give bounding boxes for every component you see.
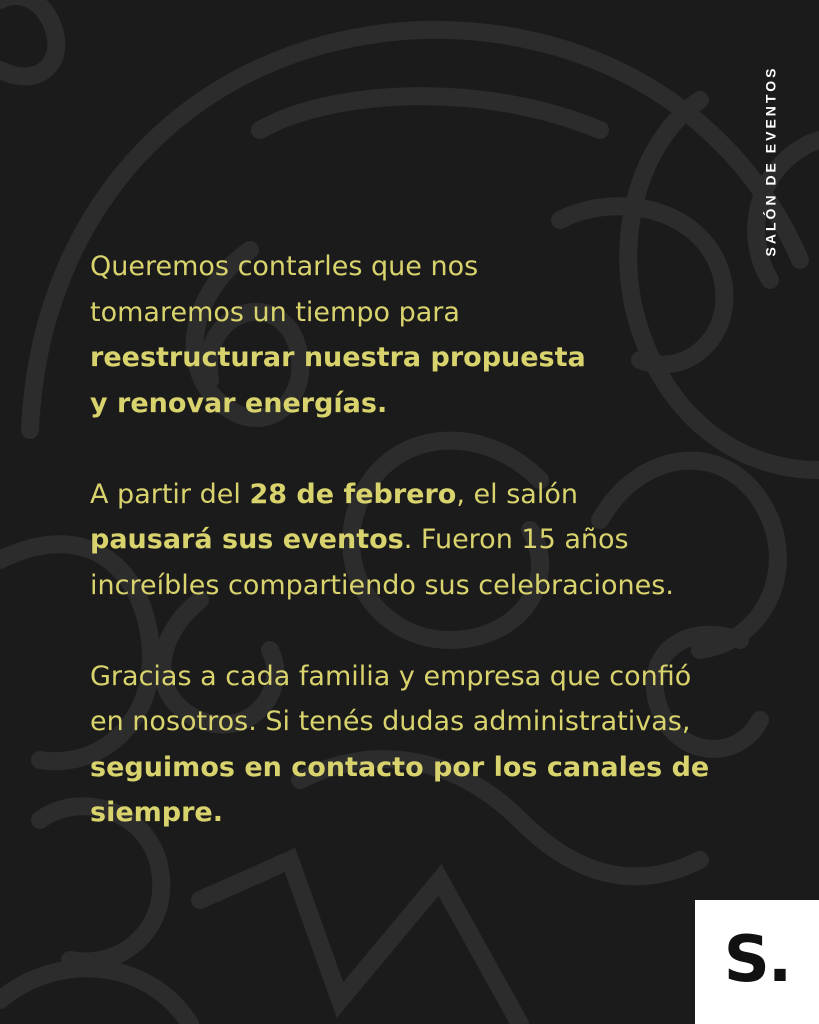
paragraph-1-line-1: Queremos contarles que nos xyxy=(90,251,479,282)
paragraph-2-text-3: . Fueron 15 años increíbles compartiendo sus celebraciones. xyxy=(90,524,674,601)
logo xyxy=(695,900,819,1024)
paragraph-2-date: 28 de febrero xyxy=(249,478,457,510)
doodle-arc-top xyxy=(260,96,600,130)
paragraph-2-bold-2: pausará sus eventos xyxy=(90,524,404,555)
paragraph-2-text-2: , el salón xyxy=(456,478,578,510)
paragraph-1-bold-1: reestructurar nuestra propuesta xyxy=(90,342,586,373)
paragraph-2-text-1: A partir del xyxy=(90,478,250,510)
doodle-arc-bottom xyxy=(0,968,190,1024)
doodle-zigzag xyxy=(200,860,520,1024)
logo-text: S. xyxy=(723,923,791,997)
paragraph-3-bold-1: seguimos en contacto por los canales de siempre. xyxy=(90,751,710,828)
paragraph-1-line-2: tomaremos un tiempo para xyxy=(90,296,460,328)
paragraph-3 xyxy=(90,654,710,836)
vertical-brand-label xyxy=(758,48,782,273)
paragraph-2 xyxy=(90,472,710,609)
vertical-brand-label-text: SALÓN DE EVENTOS xyxy=(762,65,779,256)
paragraph-3-text-1: Gracias a cada familia y empresa que confió en nosotros. Si tenés dudas administrativas, xyxy=(90,660,692,737)
doodle-curl-topleft xyxy=(0,0,56,76)
paragraph-1 xyxy=(90,244,710,426)
announcement-text xyxy=(90,244,710,836)
paragraph-1-bold-2: y renovar energías. xyxy=(90,387,388,419)
